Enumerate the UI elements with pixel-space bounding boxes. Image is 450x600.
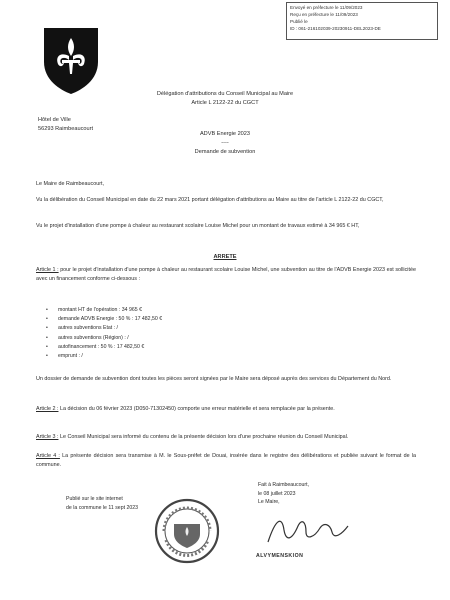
article-1-label: Article 1 : xyxy=(36,267,59,273)
list-item: • montant HT de l'opération : 34 965 € xyxy=(46,306,162,315)
signature-role: Le Maire, xyxy=(258,499,280,506)
maire-line: Le Maire de Raimbeaucourt, xyxy=(36,181,105,187)
article-2-text: La décision du 06 février 2023 (D050-71302450) comporte une erreur matérielle et sera remplacée par la présente. xyxy=(59,406,335,412)
article-3-text: Le Conseil Municipal sera informé du contenu de la présente décision lors d'une prochaine réunion du Conseil Municipal. xyxy=(59,434,349,440)
article-1-text: pour le projet d'installation d'une pompe à chaleur au restaurant scolaire Louise Michel, une subvention au titre de l'ADVB Energie 2023 est sollicitée avec un financement conforme ci-dessous : xyxy=(36,267,417,282)
arrete-heading: ARRETE xyxy=(213,254,237,260)
delegation-line: Délégation d'attributions du Conseil Municipal au Maire xyxy=(156,91,294,97)
publication-note xyxy=(66,495,138,512)
program-title: ADVB Energie 2023 xyxy=(199,131,251,137)
separator: ---- xyxy=(221,140,229,146)
financing-list xyxy=(46,306,162,361)
receipt-line: ID : 061-216102039-20230911-DEL2023-DE xyxy=(290,26,381,31)
list-item: • autres subventions (Région) : / xyxy=(46,334,162,343)
subject: Demande de subvention xyxy=(194,149,256,155)
article-1 xyxy=(36,266,416,283)
signatory-name: ALVYMENSKION xyxy=(256,553,304,559)
list-item: • autres subventions Etat : / xyxy=(46,324,162,333)
handwritten-signature xyxy=(262,512,352,552)
article-2-label: Article 2 : xyxy=(36,406,59,412)
town-crest-icon xyxy=(42,26,100,96)
program-heading xyxy=(0,130,450,157)
list-item: • autofinancement : 50 % : 17 482,50 € xyxy=(46,343,162,352)
publication-line: de la commune le 11 sept 2023 xyxy=(66,504,138,511)
signature-place: Fait à Raimbeaucourt, xyxy=(258,482,310,488)
article-3-label: Article 3 : xyxy=(36,434,59,440)
publication-line: Publié sur le site internet xyxy=(66,496,123,502)
list-item: • emprunt : / xyxy=(46,352,162,361)
receipt-line: Envoyé en préfecture le 11/09/2023 xyxy=(290,5,363,10)
signature-block xyxy=(258,481,309,507)
receipt-line: Reçu en préfecture le 11/09/2023 xyxy=(290,12,358,17)
receipt-line: Publié le xyxy=(290,19,308,24)
article-4 xyxy=(36,452,416,469)
mairie-line: Hôtel de Ville xyxy=(38,117,71,123)
mairie-line: 56293 Raimbeaucourt xyxy=(38,126,94,132)
vu-paragraph-1: Vu la délibération du Conseil Municipal en date du 22 mars 2021 portant délégation d'attributions au Maire au titre de l'article L 2122-22 du CGCT, xyxy=(36,197,384,203)
mairie-seal-stamp xyxy=(152,496,222,566)
article-4-label: Article 4 : xyxy=(36,453,60,459)
delegation-heading xyxy=(0,90,450,108)
article-4-text: La présente décision sera transmise à M. le Sous-préfet de Douai, insérée dans le registre des délibérations et publiée suivant le format de la commune. xyxy=(36,453,417,468)
vu-paragraph-2: Vu le projet d'installation d'une pompe à chaleur au restaurant scolaire Louise Michel pour un montant de travaux estimé à 34 965 € HT, xyxy=(36,223,360,229)
signature-date: le 08 juillet 2023 xyxy=(258,490,296,497)
prefecture-receipt-stamp xyxy=(286,2,438,40)
dossier-paragraph: Un dossier de demande de subvention dont toutes les pièces seront signées par le Maire sera déposé auprès des services du Département du Nord. xyxy=(36,376,392,382)
list-item: • demande ADVB Energie : 50 % : 17 482,50 € xyxy=(46,315,162,324)
article-3 xyxy=(36,433,416,442)
article-2 xyxy=(36,405,416,414)
delegation-article: Article L 2122-22 du CGCT xyxy=(191,100,259,106)
